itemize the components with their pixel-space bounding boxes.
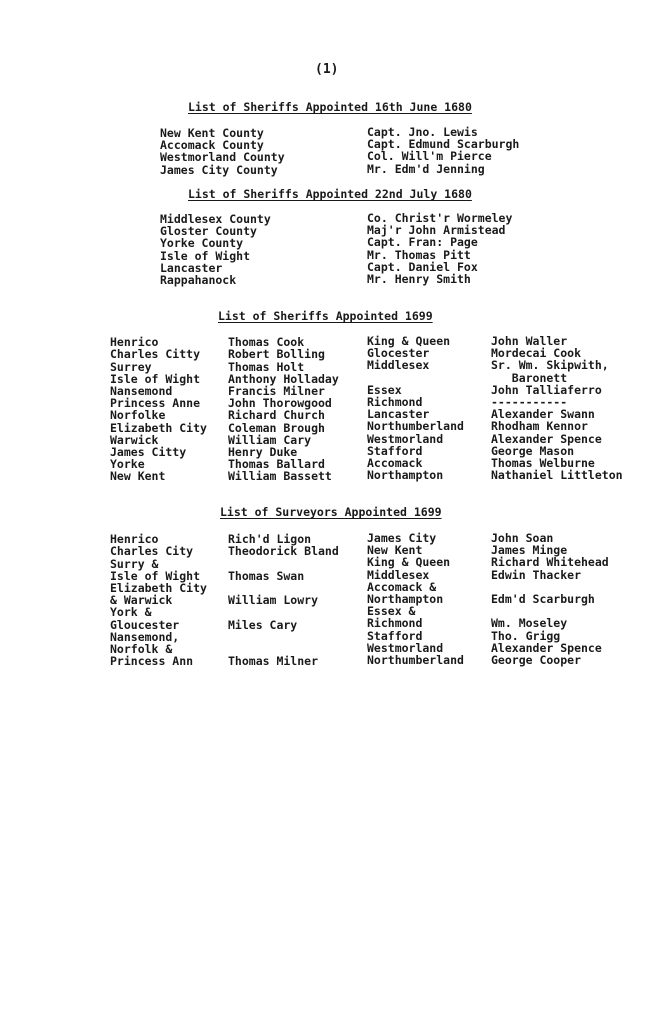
sheriff-column: [367, 212, 512, 285]
entry-line: Gloucester: [110, 617, 180, 632]
entry-line: Richard Church: [228, 408, 325, 423]
entry-line: James City: [367, 531, 437, 545]
entry-line: Coleman Brough: [228, 420, 325, 435]
entry-line: John Waller: [491, 334, 568, 348]
entry-line: Anthony Holladay: [228, 371, 339, 386]
entry-line: Alexander Spence: [491, 431, 602, 446]
entry-line: Richmond: [367, 394, 423, 409]
entry-line: Wm. Moseley: [491, 616, 568, 631]
entry-line: Charles Citty: [110, 347, 201, 362]
entry-line: James Citty: [110, 444, 187, 459]
county-column: [160, 213, 271, 286]
entry-line: New Kent: [110, 469, 166, 484]
surveyor-column: [491, 532, 609, 666]
entry-line: Richard Whitehead: [491, 555, 609, 570]
entry-line: Mr. Henry Smith: [367, 271, 471, 286]
entry-line: Gloster County: [160, 224, 257, 239]
entry-line: Yorke: [110, 457, 145, 472]
entry-line: Stafford: [367, 443, 423, 458]
entry-line: New Kent County: [160, 126, 264, 140]
entry-line: Northampton: [367, 468, 444, 483]
entry-line: Col. Will'm Pierce: [367, 149, 492, 164]
county-column: [160, 127, 285, 176]
entry-line: Essex: [367, 382, 402, 397]
entry-line: Middlesex: [367, 567, 430, 582]
entry-line: Rhodham Kennor: [491, 419, 588, 434]
entry-line: -----------: [491, 394, 568, 409]
entry-line: Henrico: [110, 532, 159, 547]
entry-line: Capt. Fran: Page: [367, 235, 478, 250]
entry-line: Edm'd Scarburgh: [491, 591, 595, 606]
entry-line: Stafford: [367, 628, 423, 643]
entry-line: Maj'r John Armistead: [367, 223, 506, 238]
entry-line: New Kent: [367, 543, 423, 558]
entry-line: William Lowry: [228, 593, 319, 608]
entry-line: King & Queen: [367, 334, 451, 348]
entry-line: Thomas Holt: [228, 359, 305, 374]
section-heading-sheriffs-june-1680: List of Sheriffs Appointed 16th June 1680: [188, 100, 472, 114]
entry-line: Lancaster: [160, 260, 223, 275]
entry-line: Elizabeth City: [110, 420, 207, 435]
entry-line: Surry &: [110, 556, 159, 571]
entry-line: Tho. Grigg: [491, 628, 561, 643]
entry-line: & Warwick: [110, 593, 173, 608]
entry-line: Yorke County: [160, 236, 244, 251]
entry-line: Northumberland: [367, 419, 464, 434]
sheriff-column: [491, 335, 623, 481]
section-heading-surveyors-1699: List of Surveyors Appointed 1699: [220, 505, 442, 519]
entry-line: John Thorowgood: [228, 396, 332, 411]
entry-line: Northumberland: [367, 652, 464, 667]
entry-line: Princess Ann: [110, 654, 194, 669]
entry-line: William Cary: [228, 432, 312, 447]
entry-line: Nathaniel Littleton: [491, 468, 623, 483]
entry-line: Thomas Ballard: [228, 457, 325, 472]
entry-line: Accomack County: [160, 138, 264, 153]
section-heading-sheriffs-july-1680: List of Sheriffs Appointed 22nd July 1680: [188, 187, 472, 201]
entry-line: Capt. Jno. Lewis: [367, 125, 478, 139]
entry-line: Mr. Edm'd Jenning: [367, 161, 485, 176]
entry-line: Baronett: [491, 370, 568, 385]
entry-line: George Mason: [491, 443, 575, 458]
entry-line: Essex &: [367, 604, 416, 619]
entry-line: Westmorland: [367, 431, 444, 446]
entry-line: Thomas Cook: [228, 335, 305, 350]
entry-line: Mordecai Cook: [491, 346, 582, 361]
entry-line: Princess Anne: [110, 396, 201, 411]
entry-line: George Cooper: [491, 652, 582, 667]
entry-line: Glocester: [367, 346, 430, 361]
entry-line: Norfolke: [110, 408, 166, 423]
entry-line: [228, 606, 339, 618]
entry-line: Capt. Daniel Fox: [367, 259, 478, 274]
entry-line: Norfolk &: [110, 641, 173, 656]
entry-line: Robert Bolling: [228, 347, 325, 362]
entry-line: Capt. Edmund Scarburgh: [367, 137, 520, 152]
entry-line: Nansemond: [110, 383, 173, 398]
entry-line: Accomack &: [367, 579, 437, 594]
sheriff-column: [367, 126, 519, 175]
page-number: (1): [315, 62, 339, 77]
entry-line: King & Queen: [367, 555, 451, 570]
entry-line: James Minge: [491, 543, 568, 558]
entry-line: Theodorick Bland: [228, 544, 339, 559]
entry-line: Northampton: [367, 591, 444, 606]
section-heading-sheriffs-1699: List of Sheriffs Appointed 1699: [218, 309, 433, 323]
entry-line: York &: [110, 605, 152, 620]
entry-line: Charles City: [110, 544, 194, 559]
entry-line: Accomack: [367, 455, 423, 470]
entry-line: Isle of Wight: [110, 568, 201, 583]
entry-line: Alexander Spence: [491, 640, 602, 655]
entry-line: Alexander Swann: [491, 407, 595, 422]
entry-line: James City County: [160, 162, 278, 177]
county-column: [367, 532, 464, 666]
entry-line: [367, 372, 464, 384]
entry-line: Thomas Milner: [228, 654, 319, 669]
entry-line: Westmorland County: [160, 150, 285, 165]
entry-line: Elizabeth City: [110, 580, 207, 595]
entry-line: Richmond: [367, 616, 423, 631]
entry-line: Middlesex: [367, 358, 430, 373]
sheriff-column: [228, 324, 339, 482]
entry-line: Lancaster: [367, 407, 430, 422]
entry-line: [228, 631, 339, 643]
entry-line: Surrey: [110, 359, 152, 374]
entry-line: John Talliaferro: [491, 382, 602, 397]
entry-line: Isle of Wight: [110, 371, 201, 386]
entry-line: Henry Duke: [228, 444, 298, 459]
entry-line: Warwick: [110, 432, 159, 447]
entry-line: William Bassett: [228, 469, 332, 484]
entry-line: Mr. Thomas Pitt: [367, 247, 471, 262]
entry-line: Thomas Welburne: [491, 455, 595, 470]
entry-line: Rich'd Ligon: [228, 532, 312, 547]
entry-line: Rappahanock: [160, 272, 237, 287]
entry-line: John Soan: [491, 531, 554, 545]
entry-line: Miles Cary: [228, 617, 298, 632]
county-column: [110, 324, 207, 482]
entry-line: Edwin Thacker: [491, 567, 582, 582]
entry-line: Henrico: [110, 335, 159, 350]
entry-line: Co. Christ'r Wormeley: [367, 211, 513, 225]
entry-line: Sr. Wm. Skipwith,: [491, 358, 609, 373]
entry-line: Nansemond,: [110, 629, 180, 644]
entry-line: Westmorland: [367, 640, 444, 655]
entry-line: Middlesex County: [160, 212, 271, 226]
entry-line: Francis Milner: [228, 383, 325, 398]
entry-line: Isle of Wight: [160, 248, 251, 263]
county-column: [367, 335, 464, 481]
entry-line: Thomas Swan: [228, 568, 305, 583]
county-column: [110, 521, 207, 667]
surveyor-column: [228, 521, 339, 667]
entry-line: [228, 558, 339, 570]
